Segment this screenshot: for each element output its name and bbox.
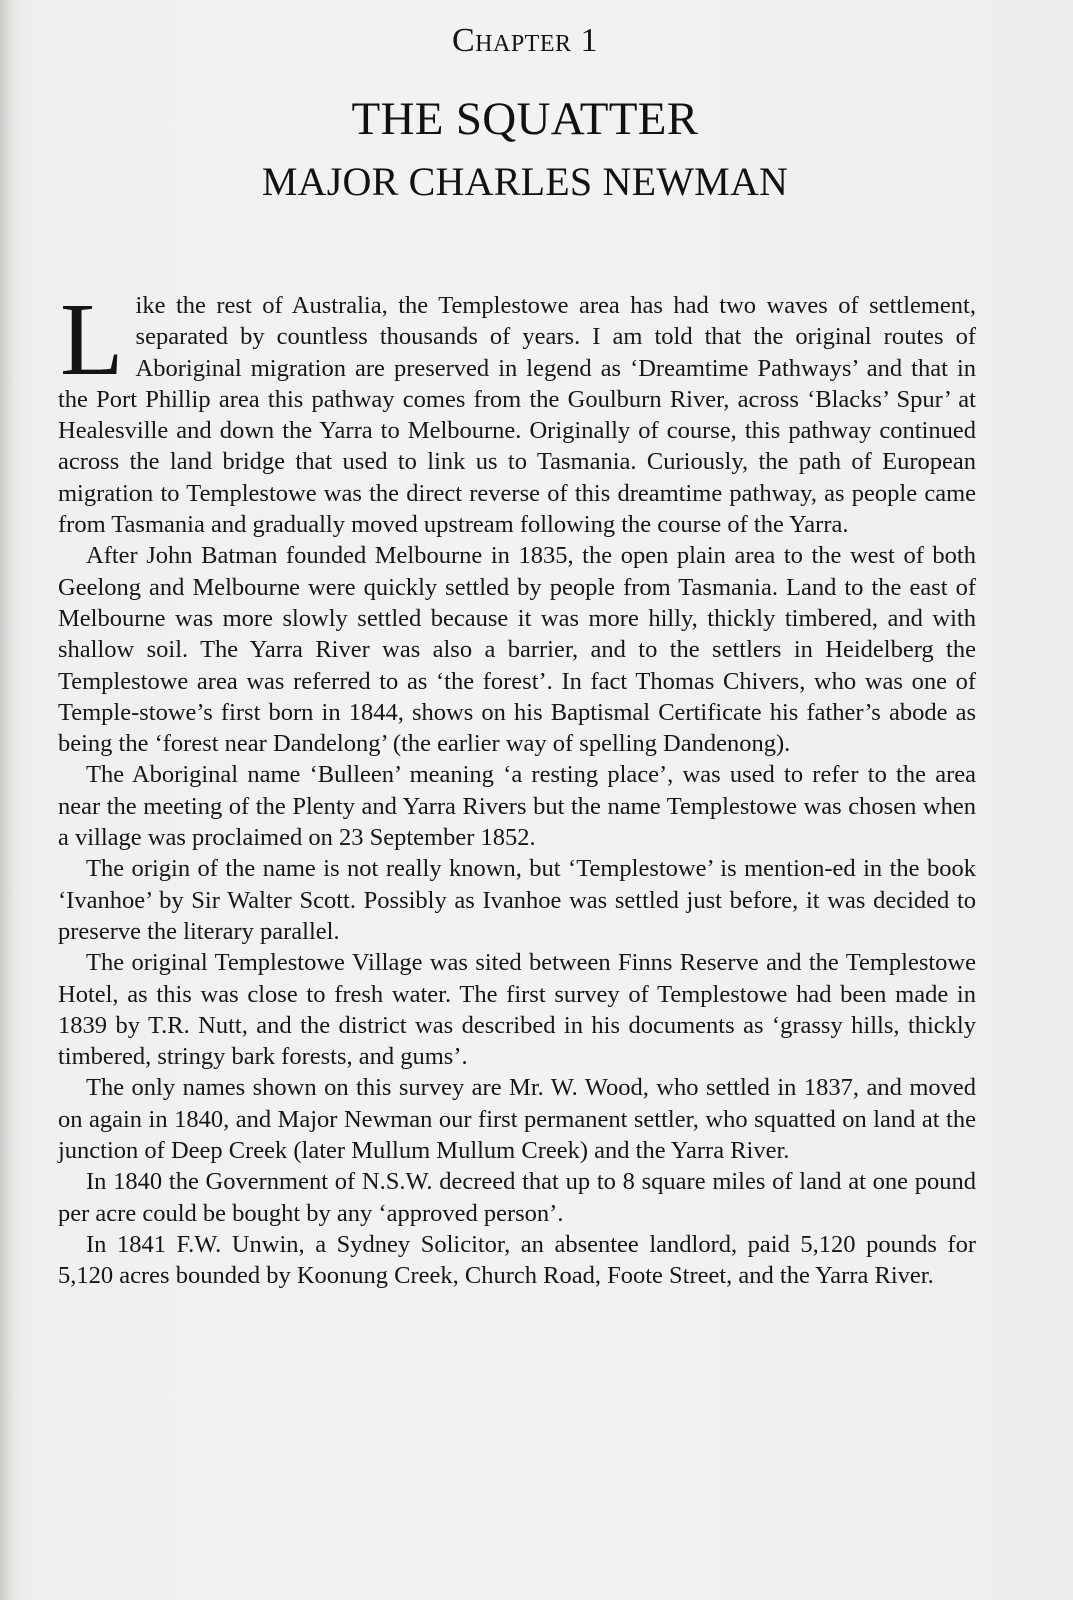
paragraph: In 1841 F.W. Unwin, a Sydney Solicitor, an absentee landlord, paid 5,120 pounds for 5,120 acres bounded by Koonung Creek, Church Road, Foote Street, and the Yarra River. (58, 1230, 976, 1290)
chapter-title: THE SQUATTER (351, 93, 699, 145)
paragraph (58, 282, 976, 540)
page-gutter-shadow (0, 0, 14, 1600)
chapter-body (58, 282, 976, 1292)
chapter-subtitle: MAJOR CHARLES NEWMAN (261, 159, 789, 204)
drop-cap: L (60, 282, 124, 397)
paragraph: In 1840 the Government of N.S.W. decreed that up to 8 square miles of land at one pound per acre could be bought by any ‘approved person’. (58, 1168, 976, 1227)
chapter-label: Chapter 1 (451, 22, 599, 59)
paragraph: The origin of the name is not really known, but ‘Templestowe’ is mention-ed in the book ‘Ivanhoe’ by Sir Walter Scott. Possibly as Ivanhoe was settled just before, it was decided to preserve the literary parallel. (58, 855, 976, 945)
paragraph-text: ike the rest of Australia, the Templestowe area has had two waves of settlement, separated by countless thousands of years. I am told that the original routes of Aboriginal migration are preserved in legend as ‘Dreamtime Pathways’ and that in the Port Phillip area this pathway comes from the Goulburn River, across ‘Blacks’ Spur’ at Healesville and down the Yarra to Melbourne. Originally of course, this pathway continued across the land bridge that used to link us to Tasmania. Curiously, the path of European migration to Templestowe was the direct reverse of this dreamtime pathway, as people came from Tasmania and gradually moved upstream following the course of the Yarra. (58, 292, 976, 539)
paragraph: The Aboriginal name ‘Bulleen’ meaning ‘a resting place’, was used to refer to the area near the meeting of the Plenty and Yarra Rivers but the name Templestowe was chosen when a village was proclaimed on 23 September 1852. (58, 761, 976, 852)
paragraph: The only names shown on this survey are Mr. W. Wood, who settled in 1837, and moved on again in 1840, and Major Newman our first permanent settler, who squatted on land at the junction of Deep Creek (later Mullum Mullum Creek) and the Yarra River. (58, 1074, 976, 1165)
paragraph: The original Templestowe Village was sited between Finns Reserve and the Templestowe Hotel, as this was close to fresh water. The first survey of Templestowe had been made in 1839 by T.R. Nutt, and the district was described in his documents as ‘grassy hills, thickly timbered, stringy bark forests, and gums’. (58, 949, 976, 1071)
paragraph: After John Batman founded Melbourne in 1835, the open plain area to the west of both Geelong and Melbourne were quickly settled by people from Tasmania. Land to the east of Melbourne was more slowly settled because it was more hilly, thickly timbered, and with shallow soil. The Yarra River was also a barrier, and to the settlers in Heidelberg the Templestowe area was referred to as ‘the forest’. In fact Thomas Chivers, who was one of Temple-stowe’s first born in 1844, shows on his Baptismal Certificate his father’s abode as being the ‘forest near Dandelong’ (the earlier way of spelling Dandenong). (58, 542, 976, 758)
